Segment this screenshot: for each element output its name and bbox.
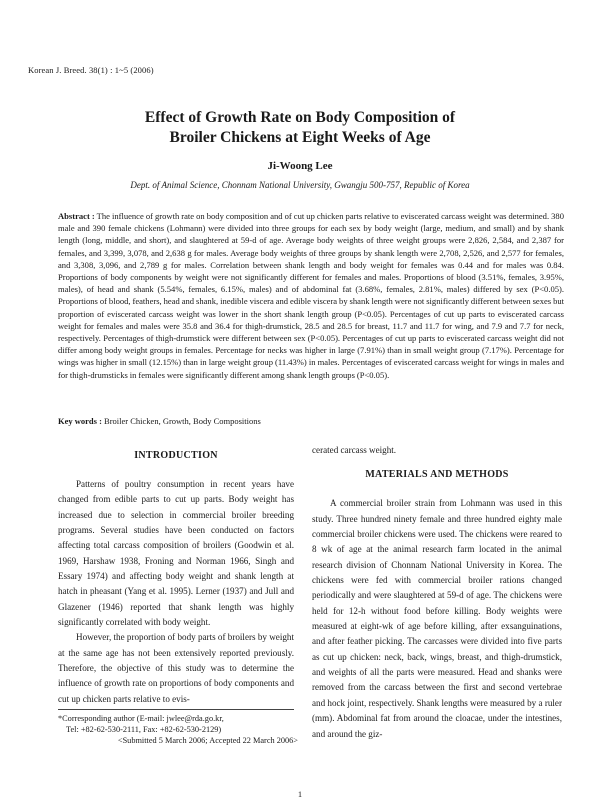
keywords (58, 416, 564, 426)
footnote-line-1: *Corresponding author (E-mail: jwlee@rda.go.kr, (58, 714, 224, 723)
paper-title (60, 108, 540, 148)
footnote-line-2: Tel: +82-62-530-2111, Fax: +82-62-530-2129) (66, 725, 222, 734)
footnote-divider (58, 709, 294, 710)
journal-reference: Korean J. Breed. 38(1) : 1~5 (2006) (28, 65, 154, 75)
left-column (58, 443, 294, 707)
footnote-line-3: <Submitted 5 March 2006; Accepted 22 March 2006> (117, 736, 298, 745)
title-line-1: Effect of Growth Rate on Body Composition of (144, 109, 456, 126)
methods-heading: MATERIALS AND METHODS (365, 469, 509, 481)
author-affiliation: Dept. of Animal Science, Chonnam National University, Gwangju 500-757, Republic of Korea (130, 180, 470, 190)
methods-paragraph-1: A commercial broiler strain from Lohmann was used in this study. Three hundred ninety female and three hundred eighty male commercial broiler chickens were used. The chickens were reared to 8 wk of age at the animal research farm located in the animal research division of Chonnam National University in Korea. The chickens were fed with commercial broiler rations changed periodically and were slaughtered at 59-d of age. The chickens were held for 12-h without food before killing. Body weights were measured at eight-wk of age before killing, after exsanguinations, and after feather picking. The carcasses were divided into five parts as cut up chicken: neck, back, wings, breast, and thigh-drumstick, and weights of all the parts were measured. Head and shanks were removed from the carcass between the first and second vertebrae and hock joint, respectively. Shank lengths were measured by a ruler (mm). Abdominal fat from around the cloacae, under the intestines, and around the giz- (312, 498, 562, 739)
abstract-label: Abstract : (58, 211, 95, 221)
title-line-2: Broiler Chickens at Eight Weeks of Age (169, 129, 431, 146)
abstract (58, 210, 564, 381)
intro-paragraph-1: Patterns of poultry consumption in recent years have changed from edible parts to cut up parts. Body weight has increased due to selection in commercial broiler breeding programs. Several studies have been conducted on factors affecting total carcass composition of broilers (Goodwin et al. 1969, Harshaw 1938, Froning and Norman 1966, Singh and Essary 1974) and affecting body weight and shank length at hatch in pheasant (Yang et al. 1995). Lerner (1937) and Jull and Glazener (1946) reported that shank length was highly significantly correlated with body weight. (58, 479, 294, 628)
corresponding-author-footnote (58, 713, 298, 746)
intro-paragraph-2: However, the proportion of body parts of broilers by weight at the same age has not been extensively reported previously. Therefore, the objective of this study was to determine the influence of growth rate on proportions of body components and cut up chicken parts relative to evis- (58, 632, 294, 704)
keywords-text: Broiler Chicken, Growth, Body Compositions (104, 416, 261, 426)
keywords-label: Key words : (58, 416, 102, 426)
author-name: Ji-Woong Lee (267, 160, 333, 172)
abstract-text: The influence of growth rate on body composition and of cut up chicken parts relative to eviscerated carcass weight was determined. 380 male and 390 female chickens (Lohmann) were divided into three groups for each sex by body weight (large, medium, and small) and by shank length (long, middle, and short), and slaughtered at 59-d of age. Average body weights of three weight groups were 2,826, 2,584, and 2,387 for females, and 3,399, 3,078, and 2,638 g for males. Average body weights of three groups by shank length were 2,708, 2,526, and 2,577 for females, and 3,308, 3,096, and 2,789 g for males. Correlation between shank length and body weight for females was 0.44 and for males was 0.84. Proportions of body components by weight were not significantly different for females and males. Proportions of blood (3.51%, females, 3.95%, males), of head and shank (5.54%, females, 6.15%, males) and of abdominal fat (3.68%, females, 2.81%, males) differed by sex (P<0.05). Proportions of blood, feathers, head and shank, inedible viscera and edible viscera by shank length were not significantly different between sexes but proportion of eviscerated carcass weight was lower in the short shank length group (P<0.05). Percentages of cut up parts to eviscerated carcass weight for females and males were 35.8 and 36.4 for thigh-drumstick, 28.5 and 28.5 for breast, 11.7 and 11.7 for wing, and 7.9 and 7.7 for neck, respectively. Percentages of thigh-drumstick were different between sex (P<0.05). Percentages of cut up parts to eviscerated carcass weight did not differ among body weight groups in females. Percentage for necks was higher in large (7.91%) than in small weight group (7.17%). Percentage for wings was higher in small (12.15%) than in large weight group (11.43%) in males. Percentages of eviscerated carcass weight for wings in males and for thigh-drumsticks in females were significantly different among shank length groups (P<0.05). (58, 211, 564, 380)
intro-continuation: cerated carcass weight. (312, 445, 397, 455)
page-number: 1 (297, 789, 303, 799)
right-column (312, 443, 562, 742)
introduction-heading: INTRODUCTION (134, 450, 218, 461)
